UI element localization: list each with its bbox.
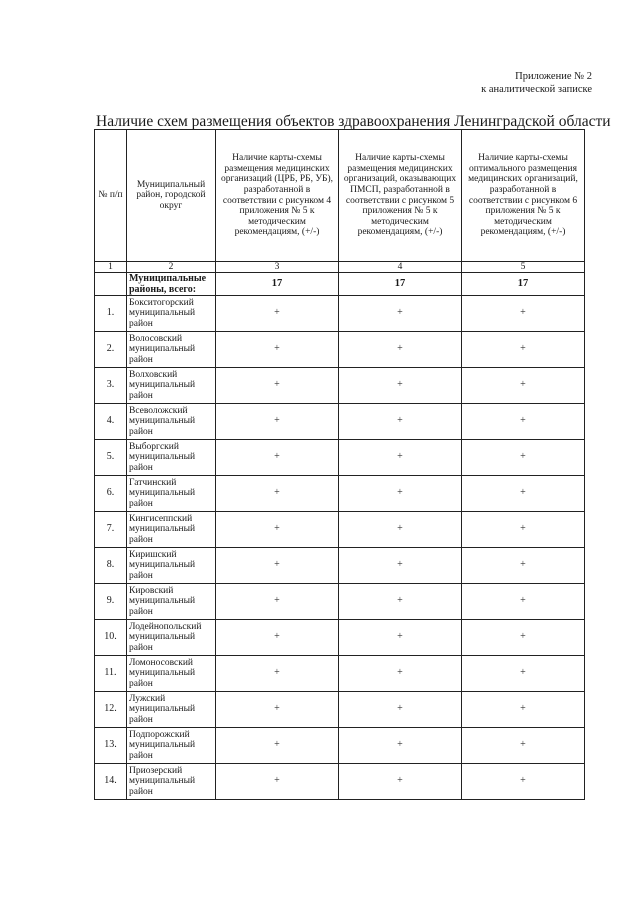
table-row <box>95 332 585 368</box>
total-value: 17 <box>339 273 462 296</box>
appendix-label <box>481 70 592 96</box>
map-crb-status: + <box>216 368 339 404</box>
total-row <box>95 273 585 296</box>
map-crb-status: + <box>216 728 339 764</box>
district-name: Приозерский муниципальный район <box>127 764 216 800</box>
document-title: Наличие схем размещения объектов здравоохранения Ленинградской области <box>96 113 611 130</box>
row-number: 2. <box>95 332 127 368</box>
table-row <box>95 404 585 440</box>
row-number: 11. <box>95 656 127 692</box>
table-row <box>95 656 585 692</box>
district-name: Лодейнопольский муниципальный район <box>127 620 216 656</box>
map-pmsp-status: + <box>339 692 462 728</box>
district-name: Бокситогорский муниципальный район <box>127 296 216 332</box>
map-pmsp-status: + <box>339 764 462 800</box>
table-row <box>95 440 585 476</box>
row-number: 3. <box>95 368 127 404</box>
map-optimal-status: + <box>462 692 585 728</box>
total-value: 17 <box>216 273 339 296</box>
row-number: 7. <box>95 512 127 548</box>
map-crb-status: + <box>216 332 339 368</box>
table-row <box>95 728 585 764</box>
map-optimal-status: + <box>462 404 585 440</box>
map-crb-status: + <box>216 476 339 512</box>
column-number: 3 <box>216 262 339 273</box>
table-row <box>95 764 585 800</box>
table-row <box>95 584 585 620</box>
map-optimal-status: + <box>462 548 585 584</box>
district-name: Кингисеппский муниципальный район <box>127 512 216 548</box>
map-optimal-status: + <box>462 332 585 368</box>
map-pmsp-status: + <box>339 368 462 404</box>
column-number: 5 <box>462 262 585 273</box>
map-pmsp-status: + <box>339 332 462 368</box>
appendix-line-2: к аналитической записке <box>481 84 592 95</box>
row-number: 1. <box>95 296 127 332</box>
map-optimal-status: + <box>462 584 585 620</box>
district-name: Всеволожский муниципальный район <box>127 404 216 440</box>
map-crb-status: + <box>216 692 339 728</box>
row-number: 6. <box>95 476 127 512</box>
table-row <box>95 512 585 548</box>
map-crb-status: + <box>216 656 339 692</box>
district-name: Гатчинский муниципальный район <box>127 476 216 512</box>
map-crb-status: + <box>216 620 339 656</box>
map-crb-status: + <box>216 404 339 440</box>
map-crb-status: + <box>216 548 339 584</box>
row-number: 10. <box>95 620 127 656</box>
map-optimal-status: + <box>462 728 585 764</box>
table-row <box>95 548 585 584</box>
row-number: 5. <box>95 440 127 476</box>
district-name: Киришский муниципальный район <box>127 548 216 584</box>
row-number: 4. <box>95 404 127 440</box>
health-facilities-table <box>94 129 585 800</box>
map-optimal-status: + <box>462 656 585 692</box>
column-number: 2 <box>127 262 216 273</box>
map-optimal-status: + <box>462 620 585 656</box>
map-pmsp-status: + <box>339 548 462 584</box>
appendix-line-1: Приложение № 2 <box>515 71 592 82</box>
map-optimal-status: + <box>462 764 585 800</box>
map-optimal-status: + <box>462 368 585 404</box>
district-name: Кировский муниципальный район <box>127 584 216 620</box>
map-crb-status: + <box>216 764 339 800</box>
map-crb-status: + <box>216 440 339 476</box>
table-row <box>95 296 585 332</box>
row-number: 14. <box>95 764 127 800</box>
map-pmsp-status: + <box>339 404 462 440</box>
header-map-crb: Наличие карты-схемы размещения медицинских организаций (ЦРБ, РБ, УБ), разработанной в соответствии с рисунком 4 приложения № 5 к методическим рекомендациям, (+/-) <box>216 130 339 262</box>
district-name: Волосовский муниципальный район <box>127 332 216 368</box>
total-value: 17 <box>462 273 585 296</box>
header-map-optimal: Наличие карты-схемы оптимального размещения медицинских организаций, разработанной в соответствии с рисунком 6 приложения № 5 к методическим рекомендациям, (+/-) <box>462 130 585 262</box>
map-pmsp-status: + <box>339 584 462 620</box>
district-name: Подпорожский муниципальный район <box>127 728 216 764</box>
total-index-cell <box>95 273 127 296</box>
table-row <box>95 368 585 404</box>
header-map-pmsp: Наличие карты-схемы размещения медицинских организаций, оказывающих ПМСП, разработанной в соответствии с рисунком 5 приложения № 5 к методическим рекомендациям, (+/-) <box>339 130 462 262</box>
table-row <box>95 476 585 512</box>
map-optimal-status: + <box>462 512 585 548</box>
row-number: 9. <box>95 584 127 620</box>
map-pmsp-status: + <box>339 620 462 656</box>
table-row <box>95 692 585 728</box>
row-number: 13. <box>95 728 127 764</box>
map-pmsp-status: + <box>339 512 462 548</box>
map-pmsp-status: + <box>339 440 462 476</box>
column-number: 4 <box>339 262 462 273</box>
row-number: 8. <box>95 548 127 584</box>
column-number-row <box>95 262 585 273</box>
district-name: Выборгский муниципальный район <box>127 440 216 476</box>
total-label: Муниципальные районы, всего: <box>127 273 216 296</box>
header-number: № п/п <box>95 130 127 262</box>
map-optimal-status: + <box>462 476 585 512</box>
table-row <box>95 620 585 656</box>
map-optimal-status: + <box>462 296 585 332</box>
column-number: 1 <box>95 262 127 273</box>
map-optimal-status: + <box>462 440 585 476</box>
district-name: Волховский муниципальный район <box>127 368 216 404</box>
district-name: Лужский муниципальный район <box>127 692 216 728</box>
district-name: Ломоносовский муниципальный район <box>127 656 216 692</box>
map-pmsp-status: + <box>339 296 462 332</box>
row-number: 12. <box>95 692 127 728</box>
map-pmsp-status: + <box>339 656 462 692</box>
map-crb-status: + <box>216 584 339 620</box>
header-row <box>95 130 585 262</box>
map-pmsp-status: + <box>339 476 462 512</box>
header-district: Муниципальный район, городской округ <box>127 130 216 262</box>
map-crb-status: + <box>216 512 339 548</box>
map-pmsp-status: + <box>339 728 462 764</box>
map-crb-status: + <box>216 296 339 332</box>
